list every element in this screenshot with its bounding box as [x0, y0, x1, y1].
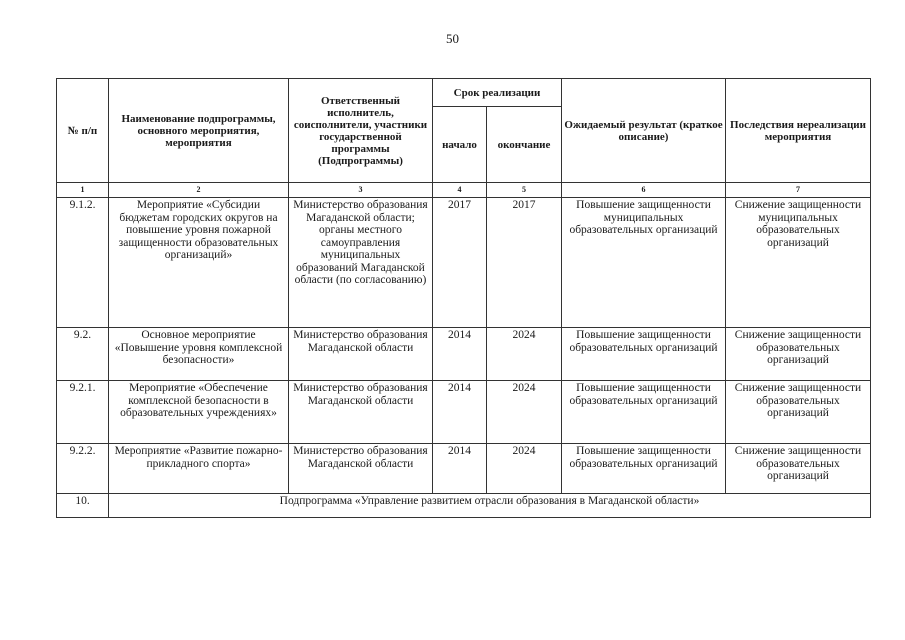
row-name: Мероприятие «Развитие пожарно-прикладного спорта» — [109, 444, 289, 494]
header-name: Наименование подпрограммы, основного мероприятия, мероприятия — [109, 79, 289, 183]
page-number: 50 — [446, 31, 459, 46]
column-number: 7 — [726, 183, 871, 198]
row-name: Основное мероприятие «Повышение уровня комплексной безопасности» — [109, 328, 289, 381]
row-start: 2014 — [433, 381, 487, 444]
row-responsible: Министерство образования Магаданской области; органы местного самоуправления муниципальных образований Магаданской области (по согласованию) — [289, 198, 433, 328]
header-result: Ожидаемый результат (краткое описание) — [562, 79, 726, 183]
table-row — [57, 328, 871, 381]
row-responsible: Министерство образования Магаданской области — [289, 328, 433, 381]
column-number: 3 — [289, 183, 433, 198]
row-result: Повышение защищенности образовательных организаций — [562, 381, 726, 444]
row-responsible: Министерство образования Магаданской области — [289, 381, 433, 444]
section-row — [57, 494, 871, 518]
column-number: 4 — [433, 183, 487, 198]
row-result: Повышение защищенности муниципальных образовательных организаций — [562, 198, 726, 328]
row-num: 9.2. — [57, 328, 109, 381]
column-number: 6 — [562, 183, 726, 198]
section-num: 10. — [57, 494, 109, 518]
table-row — [57, 198, 871, 328]
header-start: начало — [433, 107, 487, 183]
table-row — [57, 381, 871, 444]
row-end: 2017 — [487, 198, 562, 328]
row-name: Мероприятие «Обеспечение комплексной безопасности в образовательных учреждениях» — [109, 381, 289, 444]
row-num: 9.1.2. — [57, 198, 109, 328]
row-consequences: Снижение защищенности образовательных организаций — [726, 328, 871, 381]
header-end: окончание — [487, 107, 562, 183]
row-result: Повышение защищенности образовательных организаций — [562, 444, 726, 494]
row-end: 2024 — [487, 381, 562, 444]
row-result: Повышение защищенности образовательных организаций — [562, 328, 726, 381]
row-num: 9.2.2. — [57, 444, 109, 494]
row-consequences: Снижение защищенности образовательных организаций — [726, 444, 871, 494]
row-name: Мероприятие «Субсидии бюджетам городских округов на повышение уровня пожарной защищенности образовательных организаций» — [109, 198, 289, 328]
column-number: 1 — [57, 183, 109, 198]
column-number: 2 — [109, 183, 289, 198]
program-table — [56, 78, 871, 518]
row-responsible: Министерство образования Магаданской области — [289, 444, 433, 494]
row-start: 2017 — [433, 198, 487, 328]
row-num: 9.2.1. — [57, 381, 109, 444]
section-title: Подпрограмма «Управление развитием отрасли образования в Магаданской области» — [109, 494, 871, 518]
row-start: 2014 — [433, 444, 487, 494]
table-row — [57, 444, 871, 494]
row-end: 2024 — [487, 328, 562, 381]
row-start: 2014 — [433, 328, 487, 381]
header-period: Срок реализации — [433, 79, 562, 107]
header-num: № п/п — [57, 79, 109, 183]
column-number-row — [57, 183, 871, 198]
row-consequences: Снижение защищенности муниципальных образовательных организаций — [726, 198, 871, 328]
column-number: 5 — [487, 183, 562, 198]
header-consequences: Последствия нереализации мероприятия — [726, 79, 871, 183]
row-consequences: Снижение защищенности образовательных организаций — [726, 381, 871, 444]
header-responsible: Ответственный исполнитель, соисполнители, участники государственной программы (Подпрограммы) — [289, 79, 433, 183]
row-end: 2024 — [487, 444, 562, 494]
